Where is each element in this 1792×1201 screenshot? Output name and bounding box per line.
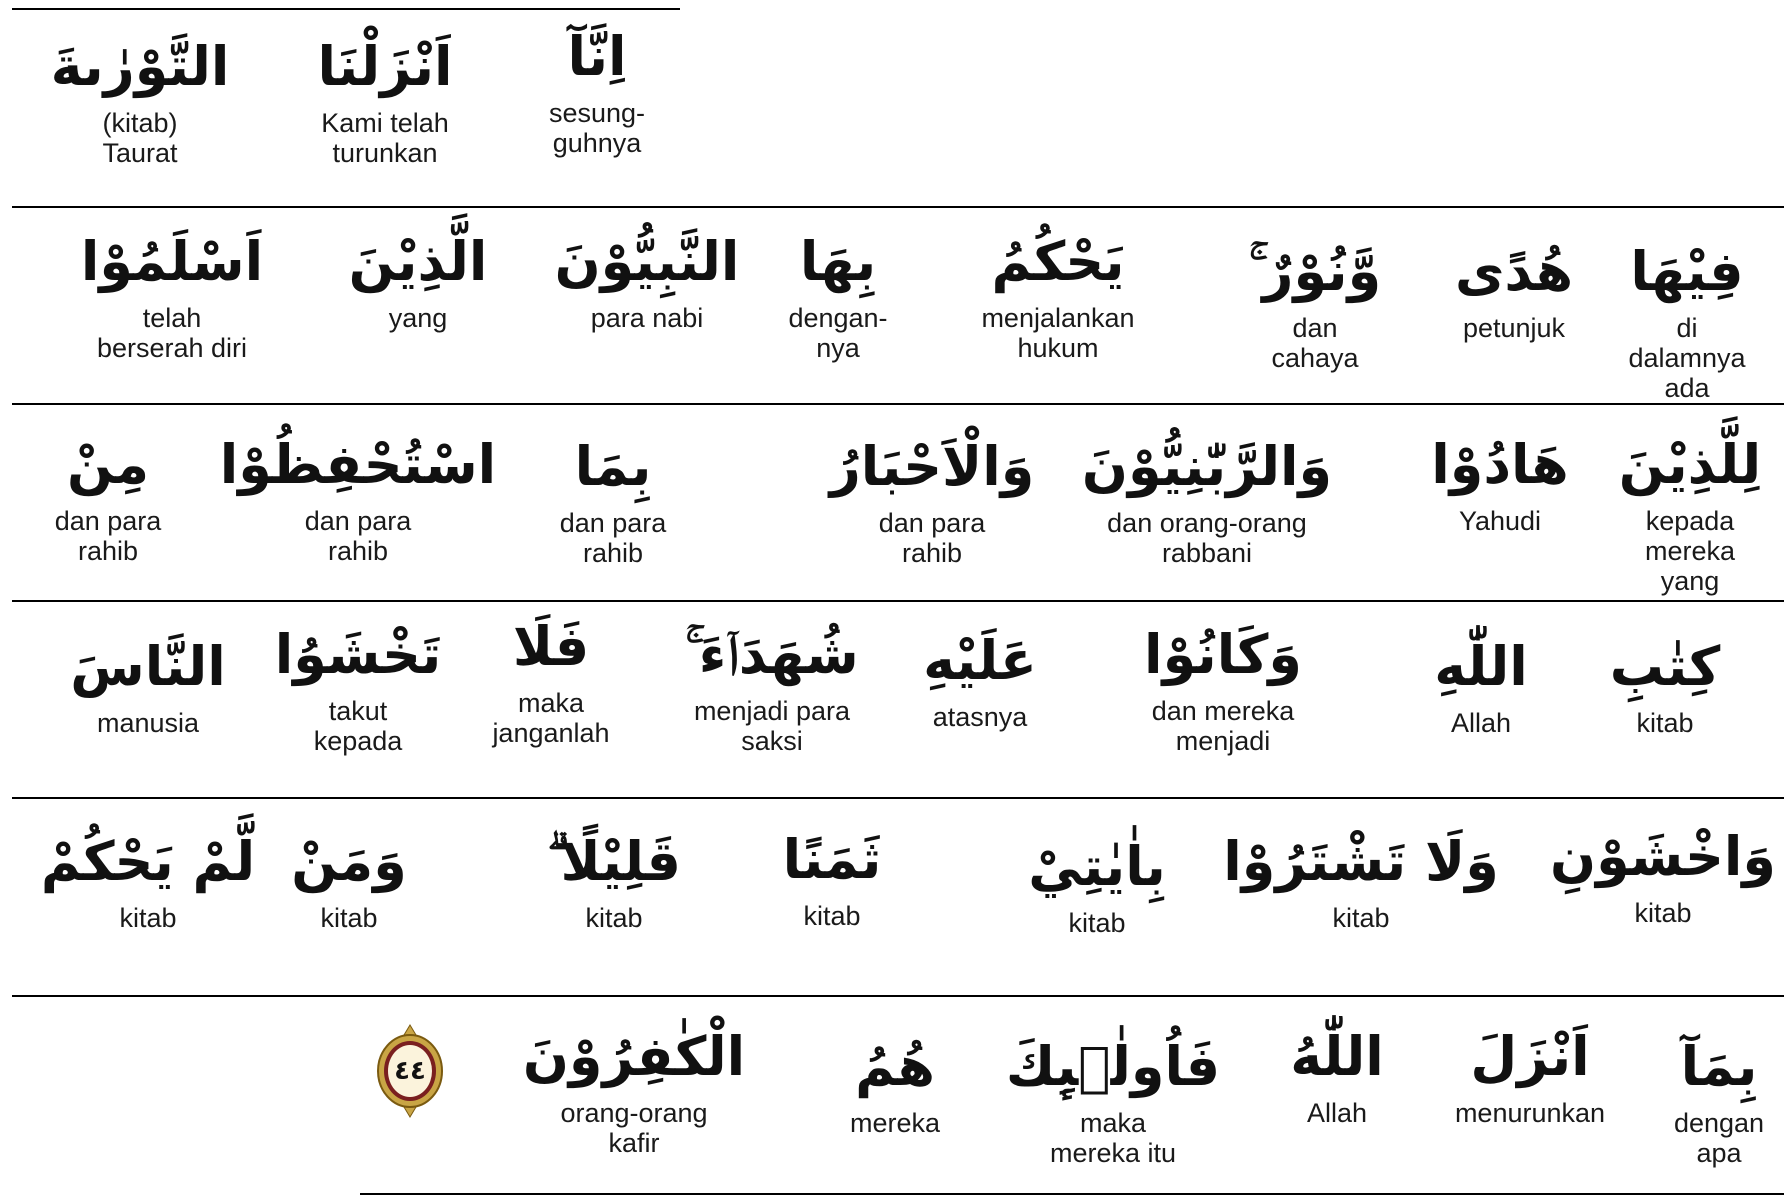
word-cell xyxy=(80,230,264,363)
arabic-word: هُدًى xyxy=(1454,240,1574,303)
word-cell xyxy=(1550,825,1776,928)
arabic-word: وَالرَّبّٰنِيُّوْنَ xyxy=(1081,435,1333,498)
translation-label: petunjuk xyxy=(1462,313,1566,343)
ayah-number: ٤٤ xyxy=(394,1056,426,1086)
translation-label: menurunkan xyxy=(1454,1098,1606,1128)
word-cell xyxy=(923,629,1037,732)
translation-label: dan mereka menjadi xyxy=(1151,696,1295,756)
translation-label: Yahudi xyxy=(1458,506,1542,536)
translation-label: kitab xyxy=(803,901,861,931)
word-cell xyxy=(849,1035,941,1138)
translation-label: kitab xyxy=(1068,908,1126,938)
arabic-word: فَلَا xyxy=(512,615,590,678)
arabic-word: وَلَا تَشْتَرُوْا xyxy=(1223,830,1499,893)
divider xyxy=(360,1193,1784,1195)
word-cell xyxy=(1673,1035,1765,1168)
word-cell xyxy=(981,230,1135,363)
translation-label: dan orang-orang rabbani xyxy=(1107,508,1307,568)
arabic-word: شُهَدَاۤءَ ۚ xyxy=(685,623,859,686)
translation-label: maka janganlah xyxy=(492,688,610,748)
word-cell xyxy=(1028,835,1166,938)
translation-label: dan para rahib xyxy=(304,506,412,566)
arabic-word: النَّبِيُّوْنَ xyxy=(554,230,740,293)
translation-label: kitab xyxy=(1332,903,1390,933)
arabic-word: مِنْ xyxy=(66,433,150,496)
arabic-word: هُمُ xyxy=(855,1035,935,1098)
word-cell xyxy=(782,828,882,931)
arabic-word: لَّمْ يَحْكُمْ xyxy=(40,830,256,893)
word-cell xyxy=(1618,433,1762,596)
arabic-word: اللّٰهُ xyxy=(1290,1025,1384,1088)
translation-label: dengan apa xyxy=(1673,1108,1765,1168)
translation-label: Allah xyxy=(1306,1098,1368,1128)
arabic-word: وَّنُوْرٌ ۚ xyxy=(1248,240,1382,303)
word-cell xyxy=(1248,240,1382,373)
translation-label: menjalankan hukum xyxy=(981,303,1135,363)
translation-label: kepada mereka yang xyxy=(1644,506,1736,596)
arabic-word: وَالْاَحْبَارُ xyxy=(829,435,1035,498)
word-cell xyxy=(547,830,681,933)
ayah-number-marker xyxy=(374,1023,446,1123)
arabic-word: اسْتُحْفِظُوْا xyxy=(219,433,497,496)
arabic-word: يَحْكُمُ xyxy=(991,230,1125,293)
word-cell xyxy=(1454,240,1574,343)
word-cell xyxy=(1454,1025,1606,1128)
arabic-word: اَنْزَلَ xyxy=(1470,1025,1590,1088)
word-cell xyxy=(559,435,667,568)
arabic-word: بِهَا xyxy=(799,230,877,293)
arabic-word: كِتٰبِ xyxy=(1609,635,1721,698)
word-cell xyxy=(522,1025,746,1158)
arabic-word: بِمَا xyxy=(574,435,652,498)
word-cell xyxy=(50,35,230,168)
word-cell xyxy=(492,615,610,748)
word-cell xyxy=(1081,435,1333,568)
arabic-word: وَمَنْ xyxy=(291,830,407,893)
translation-label: takut kepada xyxy=(313,696,403,756)
word-cell xyxy=(274,623,442,756)
word-cell xyxy=(40,830,256,933)
arabic-word: اِنَّآ xyxy=(567,25,627,88)
divider xyxy=(12,8,680,10)
word-cell xyxy=(1431,433,1569,536)
translation-label: dan para rahib xyxy=(878,508,986,568)
word-cell xyxy=(219,433,497,566)
translation-label: Allah xyxy=(1450,708,1512,738)
arabic-word: قَلِيْلًا ۗ xyxy=(547,830,681,893)
arabic-word: لِلَّذِيْنَ xyxy=(1618,433,1762,496)
divider xyxy=(12,600,1784,602)
translation-label: kitab xyxy=(1634,898,1692,928)
translation-label: kitab xyxy=(320,903,378,933)
translation-label: menjadi para saksi xyxy=(693,696,851,756)
translation-label: dengan- nya xyxy=(788,303,888,363)
word-cell xyxy=(1005,1035,1221,1168)
word-cell xyxy=(291,830,407,933)
word-cell xyxy=(554,230,740,333)
divider xyxy=(12,403,1784,405)
translation-label: telah berserah diri xyxy=(96,303,248,363)
word-cell xyxy=(1434,635,1528,738)
arabic-word: النَّاسَ xyxy=(70,635,226,698)
arabic-word: اللّٰهِ xyxy=(1434,635,1528,698)
word-cell xyxy=(829,435,1035,568)
word-cell xyxy=(548,25,646,158)
arabic-word: الْكٰفِرُوْنَ xyxy=(522,1025,746,1088)
arabic-word: اَسْلَمُوْا xyxy=(80,230,264,293)
word-cell xyxy=(788,230,888,363)
word-cell xyxy=(348,230,488,333)
arabic-word: وَاخْشَوْنِ xyxy=(1550,825,1776,888)
arabic-word: الَّذِيْنَ xyxy=(348,230,488,293)
divider xyxy=(12,995,1784,997)
arabic-word: عَلَيْهِ xyxy=(923,629,1037,692)
translation-label: di dalamnya ada xyxy=(1628,313,1746,403)
word-cell xyxy=(70,635,226,738)
translation-label: dan para rahib xyxy=(559,508,667,568)
translation-label: dan para rahib xyxy=(54,506,162,566)
word-cell xyxy=(317,35,453,168)
translation-label: sesung- guhnya xyxy=(548,98,646,158)
translation-label: para nabi xyxy=(590,303,704,333)
arabic-word: تَخْشَوُا xyxy=(274,623,442,686)
word-cell xyxy=(1144,623,1302,756)
translation-label: dan cahaya xyxy=(1271,313,1359,373)
translation-label: kitab xyxy=(585,903,643,933)
word-cell xyxy=(1290,1025,1384,1128)
arabic-word: بِاٰيٰتِيْ xyxy=(1028,835,1166,898)
word-cell xyxy=(685,623,859,756)
translation-label: Kami telah turunkan xyxy=(321,108,449,168)
arabic-word: وَكَانُوْا xyxy=(1144,623,1302,686)
word-cell xyxy=(54,433,162,566)
arabic-word: ثَمَنًا xyxy=(782,828,882,891)
word-cell xyxy=(1609,635,1721,738)
translation-label: yang xyxy=(388,303,448,333)
word-cell xyxy=(1223,830,1499,933)
translation-label: kitab xyxy=(119,903,177,933)
arabic-word: بِمَآ xyxy=(1680,1035,1758,1098)
word-cell xyxy=(1628,240,1746,403)
arabic-word: فِيْهَا xyxy=(1630,240,1744,303)
translation-label: atasnya xyxy=(932,702,1028,732)
translation-label: manusia xyxy=(96,708,200,738)
translation-label: (kitab) Taurat xyxy=(102,108,178,168)
arabic-word: التَّوْرٰىةَ xyxy=(50,35,230,98)
translation-label: kitab xyxy=(1636,708,1694,738)
translation-label: mereka xyxy=(849,1108,941,1138)
arabic-word: هَادُوْا xyxy=(1431,433,1569,496)
arabic-word: اَنْزَلْنَا xyxy=(317,35,453,98)
arabic-word: فَاُولٰۤىِٕكَ xyxy=(1005,1035,1221,1098)
translation-label: orang-orang kafir xyxy=(560,1098,708,1158)
translation-label: maka mereka itu xyxy=(1049,1108,1177,1168)
divider xyxy=(12,797,1784,799)
divider xyxy=(12,206,1784,208)
